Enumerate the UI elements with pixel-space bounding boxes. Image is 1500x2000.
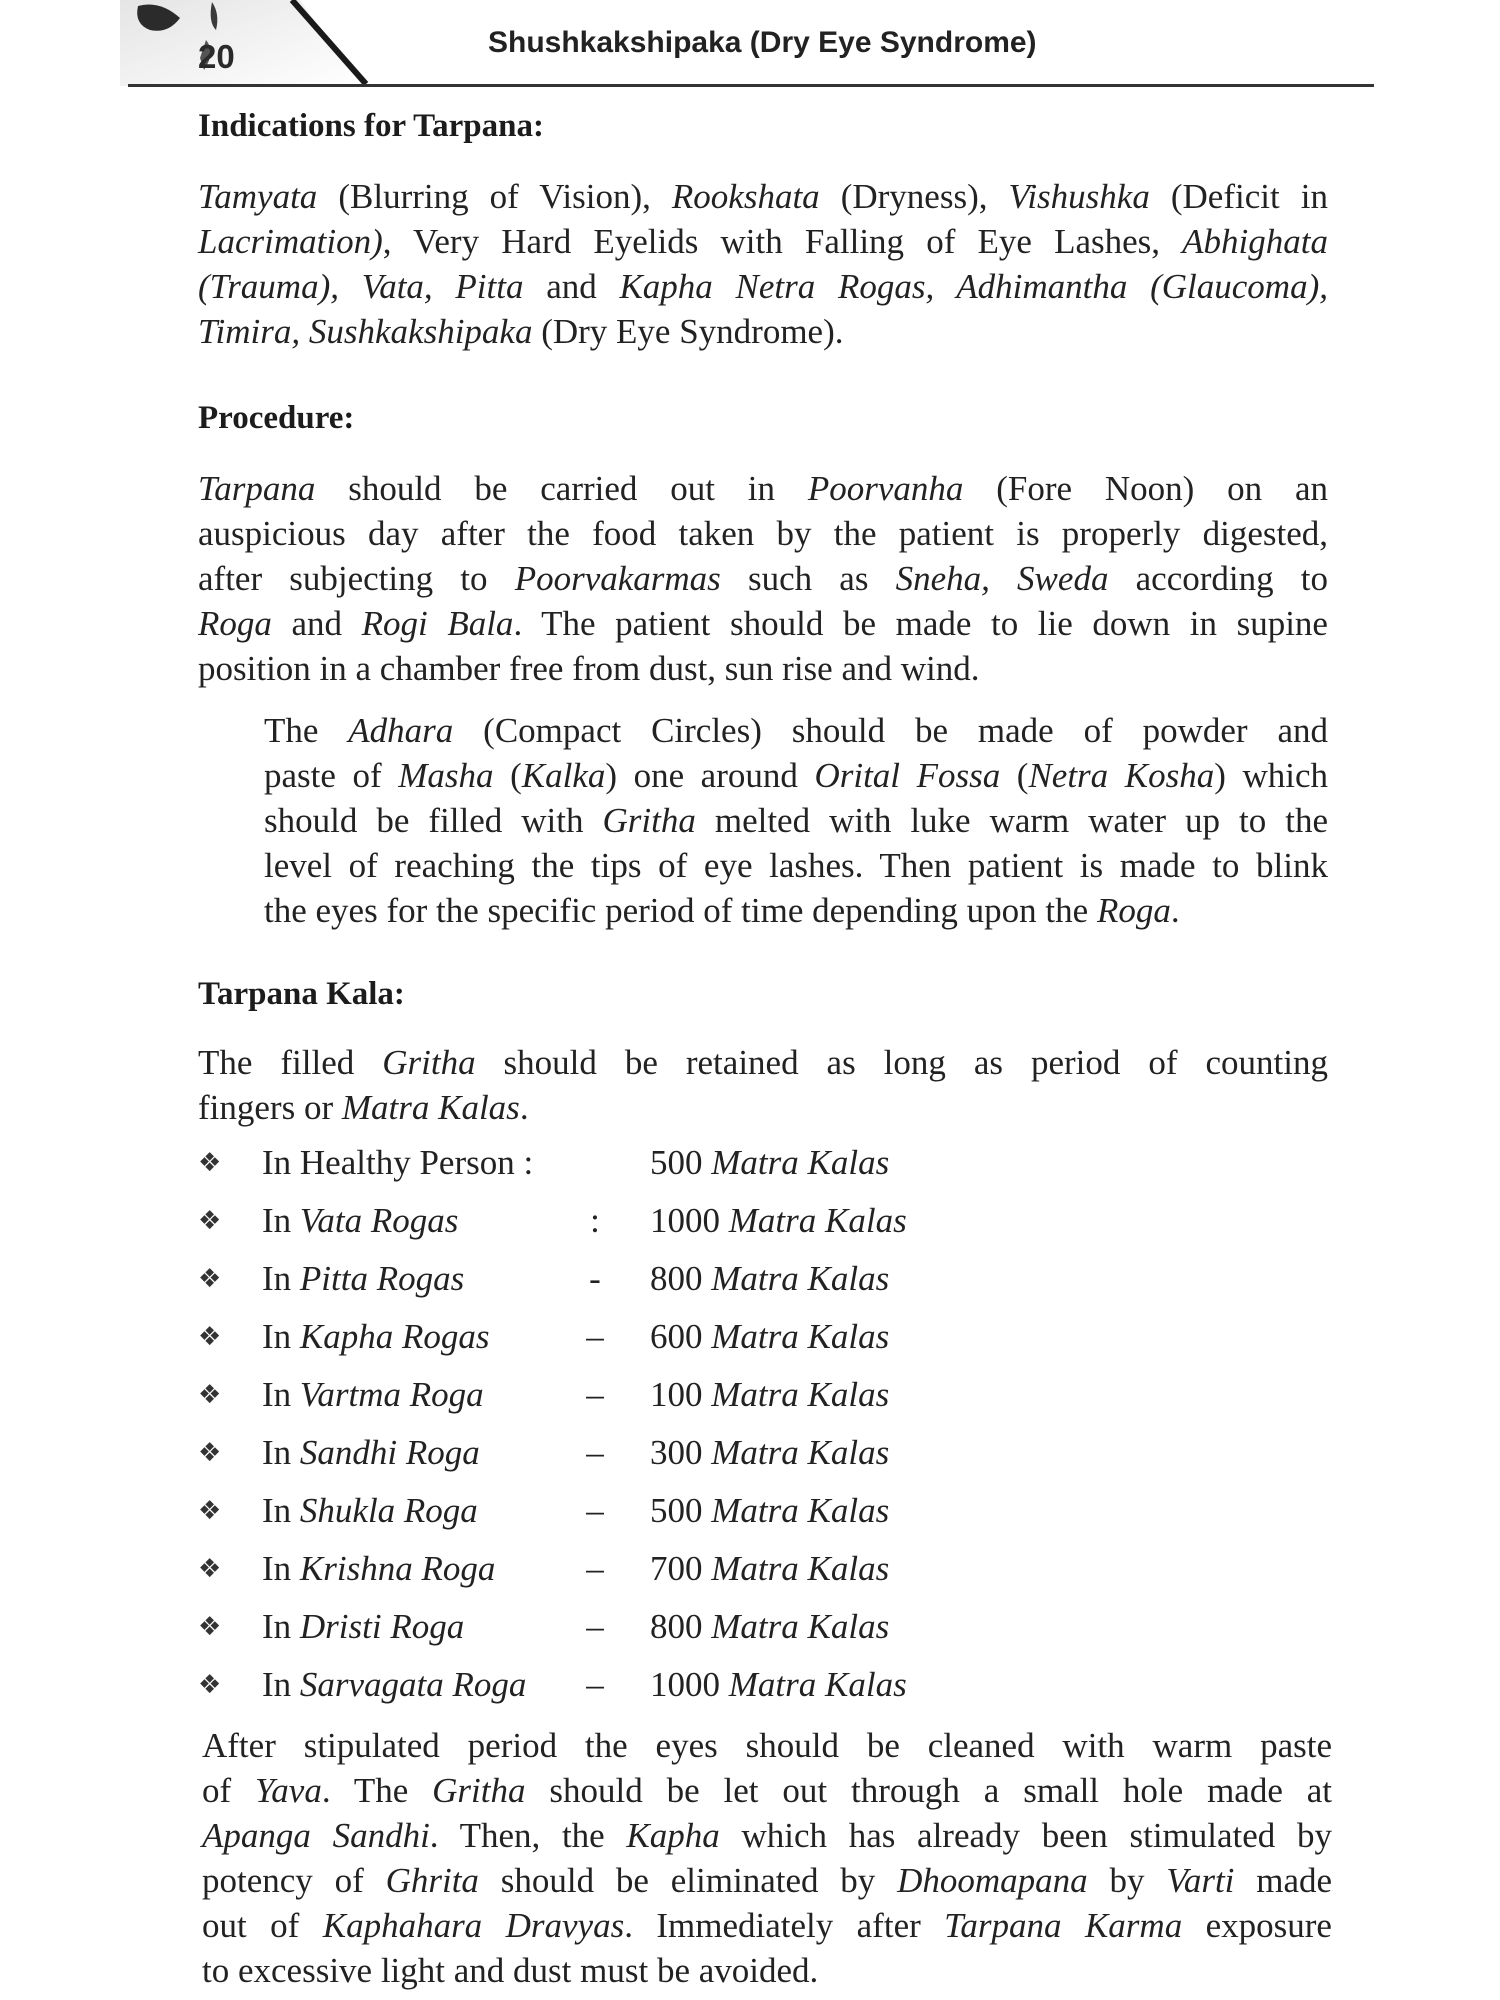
italic-term: (Trauma), Vata, Pitta bbox=[198, 267, 524, 306]
list-item bbox=[198, 1424, 998, 1482]
text-run: level of reaching the tips of eye lashes. Then patient is made to blink bbox=[264, 846, 1328, 885]
text-run: ( bbox=[493, 756, 522, 795]
text-run: . bbox=[519, 1088, 529, 1127]
italic-term: Kalka bbox=[521, 756, 606, 795]
text-line bbox=[198, 219, 1328, 264]
text-run: (Blurring of Vision), bbox=[317, 177, 672, 216]
separator: – bbox=[586, 1491, 604, 1530]
procedure-paragraph-1 bbox=[198, 466, 1328, 691]
separator: - bbox=[589, 1259, 601, 1298]
text-run: fingers or bbox=[198, 1088, 342, 1127]
text-line bbox=[202, 1858, 1332, 1903]
text-run: ( bbox=[1000, 756, 1029, 795]
duration-value: 300 Matra Kalas bbox=[650, 1433, 890, 1472]
procedure-heading: Procedure: bbox=[198, 400, 355, 436]
italic-term: Rogi Bala bbox=[361, 604, 514, 643]
condition-label: In Dristi Roga bbox=[262, 1607, 465, 1646]
text-line bbox=[198, 264, 1328, 309]
separator: – bbox=[586, 1317, 604, 1356]
duration-value: 100 Matra Kalas bbox=[650, 1375, 890, 1414]
condition-label: In Pitta Rogas bbox=[262, 1259, 465, 1298]
duration-value: 800 Matra Kalas bbox=[650, 1607, 890, 1646]
list-item bbox=[198, 1250, 998, 1308]
text-line bbox=[264, 888, 1328, 933]
duration-value: 1000 Matra Kalas bbox=[650, 1665, 907, 1704]
italic-term: Tamyata bbox=[198, 177, 318, 216]
text-run: which has already been stimulated by bbox=[719, 1816, 1332, 1855]
separator: – bbox=[586, 1549, 604, 1588]
italic-term: Vishushka bbox=[1008, 177, 1150, 216]
text-run: by bbox=[1087, 1861, 1167, 1900]
italic-term: Ghrita bbox=[385, 1861, 479, 1900]
italic-term: Gritha bbox=[602, 801, 696, 840]
separator: – bbox=[586, 1665, 604, 1704]
diamond-bullet-icon: ❖ bbox=[198, 1612, 222, 1642]
italic-term: Poorvanha bbox=[807, 469, 964, 508]
text-run: . Then, the bbox=[429, 1816, 627, 1855]
text-line bbox=[264, 843, 1328, 888]
text-line bbox=[198, 601, 1328, 646]
italic-term: Roga bbox=[1096, 891, 1171, 930]
italic-term: Matra Kalas bbox=[341, 1088, 520, 1127]
closing-paragraph bbox=[202, 1723, 1332, 1993]
italic-term: Kapha bbox=[626, 1816, 720, 1855]
text-line bbox=[202, 1903, 1332, 1948]
text-run: . Immediately after bbox=[624, 1906, 945, 1945]
italic-term: Roga bbox=[198, 604, 272, 643]
separator: – bbox=[586, 1375, 604, 1414]
text-run: and bbox=[523, 267, 620, 306]
text-run: The filled bbox=[198, 1043, 383, 1082]
duration-value: 600 Matra Kalas bbox=[650, 1317, 890, 1356]
list-item bbox=[198, 1482, 998, 1540]
italic-term: Sneha, Sweda bbox=[895, 559, 1109, 598]
separator: – bbox=[586, 1433, 604, 1472]
text-run: should be let out through a small hole made at bbox=[525, 1771, 1333, 1810]
text-run: and bbox=[271, 604, 362, 643]
italic-term: Yava bbox=[255, 1771, 322, 1810]
list-item bbox=[198, 1192, 998, 1250]
text-line bbox=[198, 646, 1328, 691]
condition-label: In Healthy Person : bbox=[262, 1143, 534, 1182]
duration-value: 500 Matra Kalas bbox=[650, 1143, 890, 1182]
italic-term: Abhighata bbox=[1182, 222, 1328, 261]
italic-term: Apanga Sandhi bbox=[202, 1816, 430, 1855]
text-line bbox=[198, 511, 1328, 556]
italic-term: Gritha bbox=[382, 1043, 476, 1082]
italic-term: Masha bbox=[398, 756, 494, 795]
italic-term: Kaphahara Dravyas bbox=[322, 1906, 625, 1945]
text-run: . bbox=[1170, 891, 1180, 930]
text-line bbox=[198, 309, 1328, 354]
eye-corner-graphic bbox=[120, 0, 380, 90]
indications-paragraph bbox=[198, 174, 1328, 354]
condition-label: In Vartma Roga bbox=[262, 1375, 484, 1414]
text-line bbox=[198, 1040, 1328, 1085]
text-run: exposure bbox=[1182, 1906, 1332, 1945]
condition-label: In Shukla Roga bbox=[262, 1491, 478, 1530]
text-line bbox=[264, 798, 1328, 843]
condition-label: In Sarvagata Roga bbox=[262, 1665, 527, 1704]
italic-term: Varti bbox=[1166, 1861, 1235, 1900]
text-run: . The bbox=[321, 1771, 433, 1810]
tarpana-kala-intro bbox=[198, 1040, 1328, 1130]
italic-term: Rookshata bbox=[671, 177, 820, 216]
duration-value: 500 Matra Kalas bbox=[650, 1491, 890, 1530]
text-run: position in a chamber free from dust, sun rise and wind. bbox=[198, 649, 980, 688]
text-run: of bbox=[202, 1771, 256, 1810]
diamond-bullet-icon: ❖ bbox=[198, 1496, 222, 1526]
text-run: should be eliminated by bbox=[478, 1861, 898, 1900]
italic-term: Netra Kosha bbox=[1028, 756, 1215, 795]
text-run: The bbox=[264, 711, 349, 750]
diamond-bullet-icon: ❖ bbox=[198, 1438, 222, 1468]
list-item bbox=[198, 1656, 998, 1714]
diamond-bullet-icon: ❖ bbox=[198, 1670, 222, 1700]
running-title: Shushkakshipaka (Dry Eye Syndrome) bbox=[488, 26, 1037, 59]
text-line bbox=[264, 708, 1328, 753]
text-run: After stipulated period the eyes should be cleaned with warm paste bbox=[202, 1726, 1332, 1765]
text-run: should be filled with bbox=[264, 801, 603, 840]
list-item bbox=[198, 1598, 998, 1656]
list-item bbox=[198, 1134, 998, 1192]
text-run: to excessive light and dust must be avoided. bbox=[202, 1951, 819, 1990]
diamond-bullet-icon: ❖ bbox=[198, 1380, 222, 1410]
text-run: (Fore Noon) on an bbox=[963, 469, 1328, 508]
page-number: 20 bbox=[198, 38, 235, 75]
italic-term: Timira, Sushkakshipaka bbox=[198, 312, 533, 351]
text-run: (Compact Circles) should be made of powder and bbox=[453, 711, 1328, 750]
italic-term: Poorvakarmas bbox=[514, 559, 721, 598]
diamond-bullet-icon: ❖ bbox=[198, 1264, 222, 1294]
text-run: paste of bbox=[264, 756, 399, 795]
text-run: melted with luke warm water up to the bbox=[695, 801, 1328, 840]
text-line bbox=[198, 174, 1328, 219]
diamond-bullet-icon: ❖ bbox=[198, 1206, 222, 1236]
list-item bbox=[198, 1540, 998, 1598]
text-run: according to bbox=[1108, 559, 1328, 598]
italic-term: Lacrimation) bbox=[198, 222, 383, 261]
diamond-bullet-icon: ❖ bbox=[198, 1322, 222, 1352]
italic-term: Tarpana bbox=[198, 469, 316, 508]
text-run: (Dry Eye Syndrome). bbox=[532, 312, 844, 351]
tarpana-kala-heading: Tarpana Kala: bbox=[198, 976, 405, 1012]
text-line bbox=[198, 556, 1328, 601]
text-line bbox=[202, 1768, 1332, 1813]
text-run: (Dryness), bbox=[819, 177, 1009, 216]
italic-term: Gritha bbox=[432, 1771, 526, 1810]
text-run: auspicious day after the food taken by the patient is properly digested, bbox=[198, 514, 1328, 553]
duration-value: 1000 Matra Kalas bbox=[650, 1201, 907, 1240]
text-line bbox=[198, 1085, 1328, 1130]
text-line bbox=[202, 1948, 1332, 1993]
condition-label: In Sandhi Roga bbox=[262, 1433, 480, 1472]
duration-value: 800 Matra Kalas bbox=[650, 1259, 890, 1298]
text-run: made bbox=[1234, 1861, 1333, 1900]
text-run: ) one around bbox=[605, 756, 815, 795]
text-run: should be carried out in bbox=[315, 469, 808, 508]
diamond-bullet-icon: ❖ bbox=[198, 1554, 222, 1584]
text-run: after subjecting to bbox=[198, 559, 515, 598]
header-rule bbox=[128, 84, 1374, 87]
text-run: out of bbox=[202, 1906, 323, 1945]
list-item bbox=[198, 1366, 998, 1424]
text-run: , Very Hard Eyelids with Falling of Eye Lashes, bbox=[382, 222, 1183, 261]
procedure-paragraph-2 bbox=[198, 708, 1328, 933]
condition-label: In Kapha Rogas bbox=[262, 1317, 490, 1356]
italic-term: Dhoomapana bbox=[897, 1861, 1088, 1900]
text-run: potency of bbox=[202, 1861, 386, 1900]
text-line bbox=[202, 1723, 1332, 1768]
list-item bbox=[198, 1308, 998, 1366]
separator: : bbox=[590, 1201, 600, 1240]
duration-value: 700 Matra Kalas bbox=[650, 1549, 890, 1588]
separator: – bbox=[586, 1607, 604, 1646]
text-line bbox=[264, 753, 1328, 798]
condition-label: In Krishna Roga bbox=[262, 1549, 496, 1588]
matra-kala-list bbox=[198, 1134, 998, 1714]
text-run: (Deficit in bbox=[1149, 177, 1328, 216]
diamond-bullet-icon: ❖ bbox=[198, 1148, 222, 1178]
italic-term: Kapha Netra Rogas, Adhimantha (Glaucoma), bbox=[619, 267, 1328, 306]
text-run: the eyes for the specific period of time depending upon the bbox=[264, 891, 1097, 930]
italic-term: Orital Fossa bbox=[814, 756, 1001, 795]
italic-term: Tarpana Karma bbox=[944, 1906, 1183, 1945]
text-line bbox=[202, 1813, 1332, 1858]
text-run: ) which bbox=[1214, 756, 1328, 795]
text-run: such as bbox=[720, 559, 896, 598]
italic-term: Adhara bbox=[348, 711, 454, 750]
condition-label: In Vata Rogas bbox=[262, 1201, 459, 1240]
text-run: . The patient should be made to lie down in supine bbox=[513, 604, 1328, 643]
text-line bbox=[198, 466, 1328, 511]
indications-heading: Indications for Tarpana: bbox=[198, 108, 544, 144]
text-run: should be retained as long as period of counting bbox=[475, 1043, 1328, 1082]
